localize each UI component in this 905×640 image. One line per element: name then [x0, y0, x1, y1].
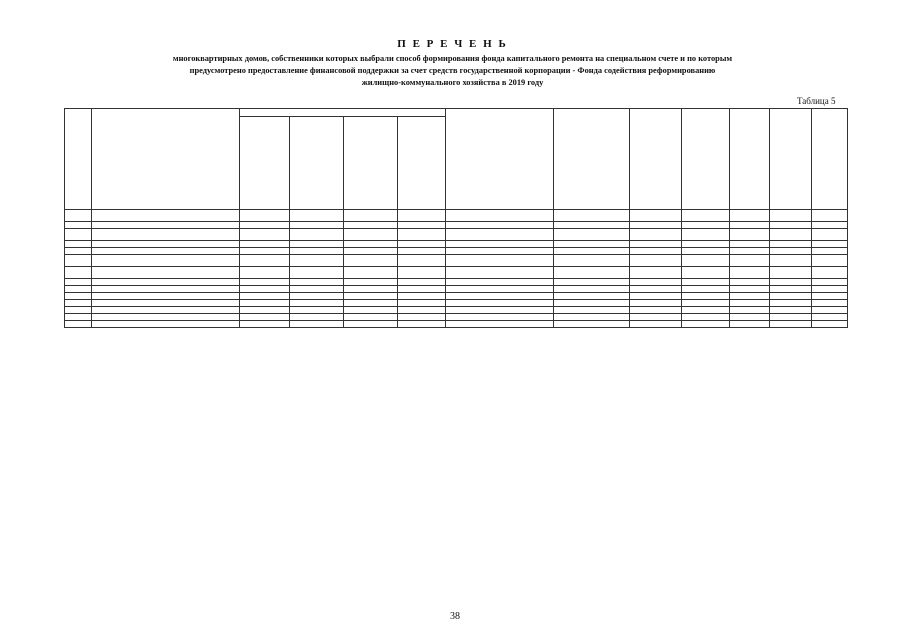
row-cell	[92, 229, 240, 241]
header-cell	[290, 117, 344, 210]
row-cell	[770, 248, 812, 255]
row-cell	[398, 267, 446, 279]
table-header-row-1	[65, 109, 848, 117]
header-cell	[682, 109, 730, 210]
row-cell	[682, 267, 730, 279]
row-cell	[730, 241, 770, 248]
table-row	[65, 241, 848, 248]
row-cell	[554, 222, 630, 229]
row-cell	[344, 321, 398, 328]
header-cell	[240, 117, 290, 210]
header-cell	[344, 117, 398, 210]
row-cell	[240, 267, 290, 279]
row-cell	[770, 321, 812, 328]
row-cell	[630, 210, 682, 222]
row-cell	[240, 255, 290, 267]
row-cell	[65, 300, 92, 307]
row-cell	[240, 293, 290, 300]
row-cell	[65, 321, 92, 328]
row-cell	[730, 248, 770, 255]
row-cell	[65, 279, 92, 286]
row-cell	[630, 293, 682, 300]
row-cell	[398, 286, 446, 293]
row-cell	[344, 241, 398, 248]
row-cell	[630, 279, 682, 286]
row-cell	[630, 255, 682, 267]
row-cell	[240, 248, 290, 255]
row-cell	[344, 307, 398, 314]
table-number-label: Таблица 5	[797, 96, 836, 106]
header-cell	[65, 109, 92, 210]
row-cell	[812, 314, 848, 321]
row-cell	[240, 321, 290, 328]
row-cell	[290, 307, 344, 314]
row-cell	[812, 300, 848, 307]
row-cell	[682, 241, 730, 248]
row-cell	[290, 248, 344, 255]
row-cell	[730, 222, 770, 229]
document-subtitle	[60, 53, 845, 89]
row-cell	[812, 307, 848, 314]
row-cell	[92, 248, 240, 255]
document-title-block	[60, 38, 845, 89]
row-cell	[682, 307, 730, 314]
table-row	[65, 267, 848, 279]
row-cell	[446, 286, 554, 293]
row-cell	[344, 286, 398, 293]
row-cell	[92, 210, 240, 222]
row-cell	[554, 210, 630, 222]
header-cell	[554, 109, 630, 210]
row-cell	[92, 222, 240, 229]
table-row	[65, 210, 848, 222]
row-cell	[240, 286, 290, 293]
row-cell	[770, 241, 812, 248]
row-cell	[630, 229, 682, 241]
row-cell	[92, 286, 240, 293]
row-cell	[65, 241, 92, 248]
row-cell	[344, 222, 398, 229]
row-cell	[682, 286, 730, 293]
row-cell	[446, 293, 554, 300]
row-cell	[446, 255, 554, 267]
row-cell	[812, 248, 848, 255]
row-cell	[770, 314, 812, 321]
row-cell	[344, 279, 398, 286]
row-cell	[446, 321, 554, 328]
row-cell	[92, 241, 240, 248]
row-cell	[240, 241, 290, 248]
row-cell	[92, 255, 240, 267]
row-cell	[290, 267, 344, 279]
row-cell	[554, 255, 630, 267]
row-cell	[344, 293, 398, 300]
row-cell	[65, 229, 92, 241]
row-cell	[730, 314, 770, 321]
row-cell	[344, 314, 398, 321]
row-cell	[554, 300, 630, 307]
row-cell	[240, 307, 290, 314]
row-cell	[344, 248, 398, 255]
row-cell	[554, 267, 630, 279]
page-number: 38	[450, 611, 460, 622]
row-cell	[554, 314, 630, 321]
header-cell	[770, 109, 812, 210]
mkd-list-table	[64, 108, 848, 328]
row-cell	[290, 255, 344, 267]
row-cell	[92, 267, 240, 279]
row-cell	[812, 321, 848, 328]
row-cell	[398, 210, 446, 222]
row-cell	[65, 222, 92, 229]
row-cell	[92, 321, 240, 328]
row-cell	[398, 241, 446, 248]
row-cell	[446, 267, 554, 279]
subtitle-line-3: жилищно-коммунального хозяйства в 2019 году	[361, 78, 544, 87]
row-cell	[398, 321, 446, 328]
row-cell	[730, 210, 770, 222]
row-cell	[398, 307, 446, 314]
row-cell	[65, 314, 92, 321]
header-cell	[92, 109, 240, 210]
table-row	[65, 248, 848, 255]
row-cell	[770, 267, 812, 279]
row-cell	[65, 307, 92, 314]
row-cell	[770, 300, 812, 307]
row-cell	[240, 210, 290, 222]
row-cell	[730, 300, 770, 307]
document-title: П Е Р Е Ч Е Н Ь	[397, 38, 508, 50]
row-cell	[770, 293, 812, 300]
row-cell	[65, 210, 92, 222]
row-cell	[682, 293, 730, 300]
row-cell	[730, 321, 770, 328]
row-cell	[240, 229, 290, 241]
row-cell	[730, 286, 770, 293]
table-row	[65, 222, 848, 229]
row-cell	[344, 255, 398, 267]
row-cell	[730, 267, 770, 279]
row-cell	[240, 279, 290, 286]
row-cell	[92, 279, 240, 286]
row-cell	[290, 210, 344, 222]
row-cell	[65, 248, 92, 255]
row-cell	[290, 314, 344, 321]
row-cell	[682, 300, 730, 307]
row-cell	[446, 210, 554, 222]
row-cell	[290, 286, 344, 293]
table-body	[65, 210, 848, 328]
row-cell	[554, 321, 630, 328]
row-cell	[446, 314, 554, 321]
row-cell	[344, 267, 398, 279]
row-cell	[630, 307, 682, 314]
row-cell	[730, 293, 770, 300]
row-cell	[446, 300, 554, 307]
row-cell	[812, 229, 848, 241]
row-cell	[812, 255, 848, 267]
table-row	[65, 229, 848, 241]
row-cell	[812, 267, 848, 279]
row-cell	[630, 222, 682, 229]
row-cell	[446, 279, 554, 286]
row-cell	[398, 314, 446, 321]
row-cell	[812, 286, 848, 293]
table-row	[65, 286, 848, 293]
row-cell	[554, 241, 630, 248]
row-cell	[682, 248, 730, 255]
row-cell	[344, 229, 398, 241]
header-cell	[240, 109, 446, 117]
header-cell	[630, 109, 682, 210]
row-cell	[770, 255, 812, 267]
row-cell	[770, 279, 812, 286]
row-cell	[682, 255, 730, 267]
row-cell	[290, 321, 344, 328]
row-cell	[290, 222, 344, 229]
row-cell	[682, 321, 730, 328]
row-cell	[730, 279, 770, 286]
row-cell	[344, 210, 398, 222]
row-cell	[290, 241, 344, 248]
row-cell	[770, 210, 812, 222]
row-cell	[92, 300, 240, 307]
row-cell	[240, 300, 290, 307]
row-cell	[812, 222, 848, 229]
row-cell	[290, 300, 344, 307]
row-cell	[446, 307, 554, 314]
row-cell	[65, 255, 92, 267]
row-cell	[290, 229, 344, 241]
row-cell	[446, 222, 554, 229]
row-cell	[682, 222, 730, 229]
table-row	[65, 321, 848, 328]
subtitle-line-1: многоквартирных домов, собственники которых выбрали способ формирования фонда капитального ремонта на специальном счете и по которым	[172, 54, 733, 63]
row-cell	[554, 286, 630, 293]
row-cell	[398, 229, 446, 241]
row-cell	[554, 307, 630, 314]
row-cell	[682, 279, 730, 286]
row-cell	[812, 210, 848, 222]
row-cell	[398, 248, 446, 255]
row-cell	[554, 279, 630, 286]
table-row	[65, 300, 848, 307]
header-cell	[812, 109, 848, 210]
row-cell	[630, 267, 682, 279]
row-cell	[812, 293, 848, 300]
row-cell	[812, 279, 848, 286]
row-cell	[344, 300, 398, 307]
table-row	[65, 314, 848, 321]
row-cell	[770, 222, 812, 229]
row-cell	[92, 293, 240, 300]
table-row	[65, 279, 848, 286]
row-cell	[65, 286, 92, 293]
row-cell	[770, 286, 812, 293]
row-cell	[630, 321, 682, 328]
row-cell	[398, 222, 446, 229]
table-row	[65, 255, 848, 267]
row-cell	[240, 314, 290, 321]
row-cell	[240, 222, 290, 229]
row-cell	[682, 229, 730, 241]
row-cell	[630, 300, 682, 307]
header-cell	[446, 109, 554, 210]
row-cell	[398, 279, 446, 286]
row-cell	[554, 248, 630, 255]
row-cell	[290, 293, 344, 300]
row-cell	[682, 314, 730, 321]
row-cell	[554, 293, 630, 300]
row-cell	[630, 241, 682, 248]
row-cell	[290, 279, 344, 286]
table-row	[65, 293, 848, 300]
row-cell	[65, 267, 92, 279]
row-cell	[812, 241, 848, 248]
row-cell	[630, 314, 682, 321]
header-cell	[398, 117, 446, 210]
row-cell	[630, 248, 682, 255]
row-cell	[446, 248, 554, 255]
row-cell	[398, 300, 446, 307]
row-cell	[446, 229, 554, 241]
row-cell	[92, 307, 240, 314]
subtitle-line-2: предусмотрено предоставление финансовой поддержки за счет средств государственной корпорации - Фонда содействия реформированию	[189, 66, 716, 75]
row-cell	[398, 293, 446, 300]
header-cell	[730, 109, 770, 210]
row-cell	[730, 229, 770, 241]
row-cell	[398, 255, 446, 267]
row-cell	[554, 229, 630, 241]
row-cell	[770, 229, 812, 241]
row-cell	[770, 307, 812, 314]
row-cell	[730, 307, 770, 314]
table-row	[65, 307, 848, 314]
row-cell	[730, 255, 770, 267]
row-cell	[630, 286, 682, 293]
row-cell	[92, 314, 240, 321]
row-cell	[446, 241, 554, 248]
row-cell	[65, 293, 92, 300]
row-cell	[682, 210, 730, 222]
